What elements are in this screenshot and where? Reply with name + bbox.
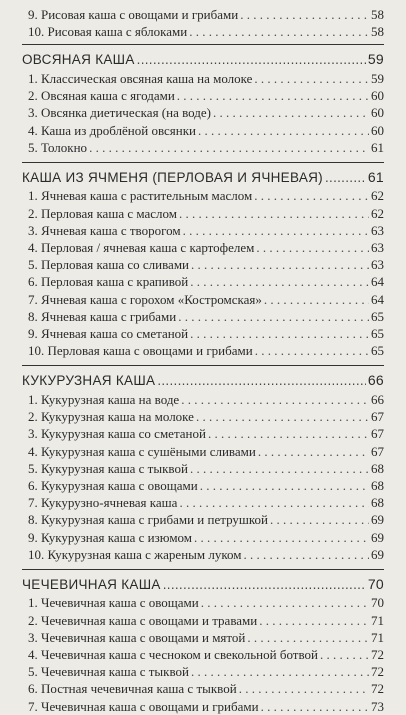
- entry-title: 9. Кукурузная каша с изюмом: [28, 529, 193, 545]
- page-number: 65: [371, 308, 384, 324]
- toc-entry: [22, 698, 384, 715]
- page-number: 66: [367, 372, 384, 389]
- section-title: КАША ИЗ ЯЧМЕНЯ (ПЕРЛОВАЯ И ЯЧНЕВАЯ): [22, 169, 323, 185]
- entry-title: 5. Толокно: [28, 139, 88, 155]
- page-number: 63: [371, 257, 384, 273]
- toc-section-heading: [22, 370, 384, 390]
- dot-leader: [157, 371, 365, 390]
- toc-entry: [22, 256, 384, 273]
- dot-leader: [198, 122, 369, 139]
- toc-entry: [22, 342, 384, 359]
- dot-leader: [190, 325, 369, 342]
- dot-leader: [256, 239, 369, 256]
- page-number: 58: [371, 7, 384, 22]
- page-number: 62: [371, 205, 384, 221]
- page-number: 69: [371, 546, 384, 562]
- page-number: 63: [371, 240, 384, 255]
- page-number: 73: [371, 698, 384, 714]
- section-divider: [22, 569, 384, 570]
- toc-entry: [22, 239, 384, 256]
- entry-title: 10. Рисовая каша с яблоками: [28, 24, 188, 40]
- entry-title: 2. Кукурузная каша на молоке: [28, 409, 194, 425]
- dot-leader: [213, 104, 369, 121]
- toc-entry: [22, 23, 384, 40]
- toc-section-heading: [22, 49, 384, 69]
- entry-title: 10. Кукурузная каша с жареным луком: [28, 546, 242, 562]
- page-number: 69: [371, 529, 384, 545]
- dot-leader: [255, 342, 369, 359]
- dot-leader: [163, 575, 366, 594]
- page-number: 71: [371, 612, 384, 628]
- page-number: 68: [371, 460, 384, 476]
- entry-title: 5. Перловая каша со сливами: [28, 257, 190, 273]
- toc-entry: [22, 291, 384, 308]
- page-number: 60: [371, 122, 384, 138]
- dot-leader: [196, 408, 369, 425]
- section-divider: [22, 365, 384, 366]
- entry-title: 9. Ячневая каша со сметаной: [28, 326, 189, 341]
- entry-title: 4. Каша из дроблёной овсянки: [28, 122, 197, 138]
- dot-leader: [254, 187, 369, 204]
- page-number: 60: [371, 105, 384, 121]
- entry-title: 2. Чечевичная каша с овощами и травами: [28, 612, 258, 628]
- dot-leader: [89, 139, 369, 156]
- dot-leader: [194, 529, 369, 546]
- page-number: 72: [371, 664, 384, 680]
- dot-leader: [259, 612, 369, 629]
- dot-leader: [178, 308, 369, 325]
- entry-title: 2. Перловая каша с маслом: [28, 205, 178, 221]
- page-number: 68: [371, 495, 384, 511]
- dot-leader: [325, 168, 366, 187]
- entry-title: 1. Классическая овсяная каша на молоке: [28, 70, 253, 86]
- dot-leader: [208, 425, 369, 442]
- dot-leader: [270, 511, 369, 528]
- entry-title: 7. Чечевичная каша с овощами и грибами: [28, 698, 259, 714]
- section-divider: [22, 44, 384, 45]
- toc-entry: [22, 425, 384, 442]
- toc-entry: [22, 680, 384, 697]
- dot-leader: [181, 391, 369, 408]
- toc-entry: [22, 325, 384, 342]
- page-number: 67: [371, 443, 384, 459]
- entry-title: 6. Кукурузная каша с овощами: [28, 477, 198, 493]
- entry-title: 7. Кукурузно-ячневая каша: [28, 495, 178, 511]
- entry-title: 3. Ячневая каша с творогом: [28, 222, 181, 238]
- toc-entry: [22, 477, 384, 494]
- page-number: 62: [371, 188, 384, 204]
- page-number: 72: [371, 647, 384, 662]
- entry-title: 2. Овсяная каша с ягодами: [28, 88, 175, 104]
- toc-section-heading: [22, 167, 384, 187]
- page-number: 63: [371, 222, 384, 238]
- dot-leader: [191, 256, 369, 273]
- dot-leader: [201, 594, 369, 611]
- toc-entry: [22, 629, 384, 646]
- toc-section-heading: [22, 574, 384, 594]
- page-number: 58: [371, 24, 384, 40]
- page-number: 59: [367, 51, 384, 68]
- page-number: 70: [367, 575, 384, 592]
- entry-title: 6. Постная чечевичная каша с тыквой: [28, 681, 237, 697]
- entry-title: 3. Кукурузная каша со сметаной: [28, 426, 206, 442]
- page-number: 65: [371, 326, 384, 341]
- page-number: 69: [371, 512, 384, 528]
- entry-title: 7. Ячневая каша с горохом «Костромская»: [28, 291, 262, 307]
- dot-leader: [320, 646, 369, 663]
- dot-leader: [258, 443, 369, 460]
- entry-title: 4. Кукурузная каша с сушёными сливами: [28, 443, 256, 459]
- toc-entry: [22, 205, 384, 222]
- dot-leader: [254, 70, 369, 87]
- entry-title: 6. Перловая каша с крапивой: [28, 274, 189, 290]
- section-title: ЧЕЧЕВИЧНАЯ КАША: [22, 576, 161, 592]
- dot-leader: [261, 698, 369, 715]
- toc-entry: [22, 70, 384, 87]
- entry-title: 8. Ячневая каша с грибами: [28, 308, 177, 324]
- entry-title: 4. Перловая / ячневая каша с картофелем: [28, 240, 255, 255]
- page-number: 67: [371, 409, 384, 425]
- toc-entry: [22, 443, 384, 460]
- toc-entry: [22, 391, 384, 408]
- dot-leader: [190, 460, 369, 477]
- toc-entry: [22, 646, 384, 663]
- toc-entry: [22, 511, 384, 528]
- section-title: ОВСЯНАЯ КАША: [22, 52, 135, 68]
- page-number: 60: [371, 88, 384, 104]
- dot-leader: [264, 291, 369, 308]
- toc-entry: [22, 612, 384, 629]
- entry-title: 9. Рисовая каша с овощами и грибами: [28, 7, 239, 22]
- dot-leader: [190, 273, 369, 290]
- page-number: 66: [371, 391, 384, 407]
- entry-title: 4. Чечевичная каша с чесноком и свекольной ботвой: [28, 647, 318, 662]
- entry-title: 1. Кукурузная каша на воде: [28, 391, 180, 407]
- page-number: 67: [371, 426, 384, 442]
- page-number: 61: [371, 139, 384, 155]
- dot-leader: [137, 50, 366, 69]
- section-title: КУКУРУЗНАЯ КАША: [22, 373, 156, 389]
- entry-title: 10. Перловая каша с овощами и грибами: [28, 343, 253, 359]
- toc-entry: [22, 104, 384, 121]
- toc-entry: [22, 139, 384, 156]
- page-number: 64: [371, 274, 384, 290]
- dot-leader: [200, 477, 369, 494]
- section-divider: [22, 162, 384, 163]
- entry-title: 1. Чечевичная каша с овощами: [28, 595, 199, 611]
- dot-leader: [247, 629, 369, 646]
- dot-leader: [183, 222, 369, 239]
- dot-leader: [244, 546, 370, 563]
- dot-leader: [239, 680, 369, 697]
- toc-entry: [22, 546, 384, 563]
- dot-leader: [177, 87, 369, 104]
- page-number: 71: [371, 629, 384, 645]
- entry-title: 3. Чечевичная каша с овощами и мятой: [28, 629, 246, 645]
- entry-title: 5. Чечевичная каша с тыквой: [28, 664, 189, 680]
- toc-entry: [22, 187, 384, 204]
- toc-entry: [22, 308, 384, 325]
- toc-entry: [22, 460, 384, 477]
- entry-title: 1. Ячневая каша с растительным маслом: [28, 188, 253, 204]
- entry-title: 8. Кукурузная каша с грибами и петрушкой: [28, 512, 269, 528]
- toc-entry: [22, 6, 384, 23]
- page-number: 59: [371, 70, 384, 86]
- dot-leader: [179, 494, 369, 511]
- toc-entry: [22, 408, 384, 425]
- toc-entry: [22, 663, 384, 680]
- page-number: 70: [371, 595, 384, 611]
- page-number: 72: [371, 681, 384, 697]
- page-number: 61: [367, 168, 384, 185]
- toc-entry: [22, 87, 384, 104]
- toc-entry: [22, 122, 384, 139]
- dot-leader: [179, 205, 369, 222]
- toc-entry: [22, 222, 384, 239]
- entry-title: 5. Кукурузная каша с тыквой: [28, 460, 188, 476]
- toc-entry: [22, 494, 384, 511]
- entry-title: 3. Овсянка диетическая (на воде): [28, 105, 211, 121]
- page-number: 65: [371, 343, 384, 359]
- dot-leader: [240, 6, 369, 23]
- dot-leader: [189, 23, 369, 40]
- page-number: 68: [371, 477, 384, 493]
- page-number: 64: [371, 291, 384, 307]
- dot-leader: [191, 663, 369, 680]
- toc-entry: [22, 594, 384, 611]
- toc-entry: [22, 529, 384, 546]
- toc-entry: [22, 273, 384, 290]
